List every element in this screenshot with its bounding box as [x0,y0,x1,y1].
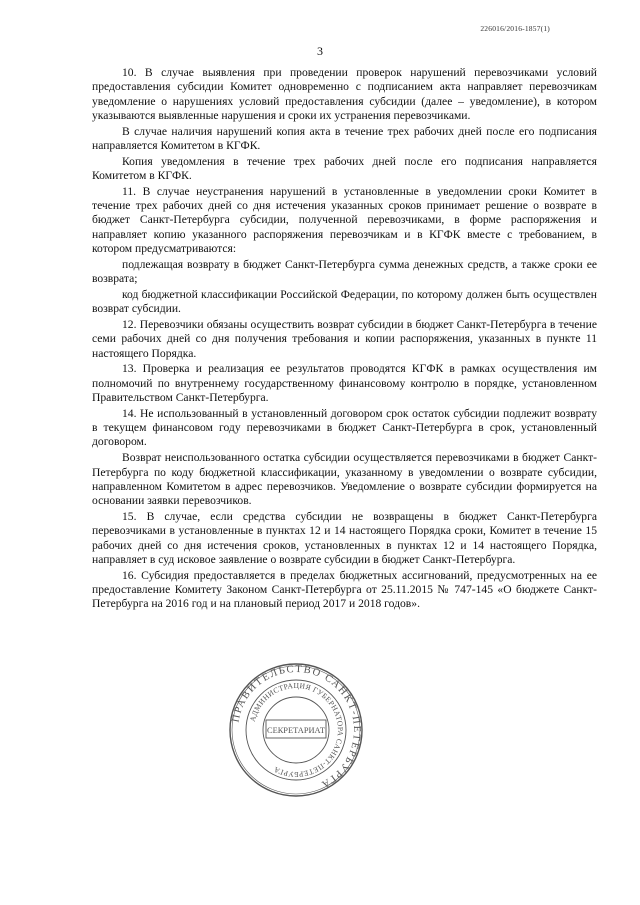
stamp-inner-text: АДМИНИСТРАЦИЯ ГУБЕРНАТОРА САНКТ-ПЕТЕРБУРГА [247,680,346,780]
paragraph-13: 13. Проверка и реализация ее результатов проводятся КГФК в рамках осуществления им полномочий по внутреннему государственному финансовому контролю в порядке, установленном Правительством Санкт-Петербурга. [92,362,597,405]
paragraph-10-notice-copy: Копия уведомления в течение трех рабочих дней после его подписания направляется Комитетом в КГФК. [92,154,597,183]
paragraph-10: 10. В случае выявления при проведении проверок нарушений перевозчиками условий предоставления субсидии Комитет одновременно с подписанием акта направляет перевозчикам уведомление о нарушениях условий предоставления субсидии (далее – уведомление), в котором указываются выявленные нарушения и сроки их устранения перевозчиками. [92,66,597,122]
paragraph-11: 11. В случае неустранения нарушений в установленные в уведомлении сроки Комитет в течение трех рабочих дней со дня истечения указанных сроков принимает решение о возврате в бюджет Санкт-Петербурга субсидии, полученной перевозчиками, в форме распоряжения и направляет копию указанного распоряжения перевозчикам и в КГФК вместе с требованием, в котором предусматриваются: [92,184,597,256]
paragraph-11-amount: подлежащая возврату в бюджет Санкт-Петербурга сумма денежных средств, а также сроки ее возврата; [92,257,597,286]
paragraph-12: 12. Перевозчики обязаны осуществить возврат субсидии в бюджет Санкт-Петербурга в течение семи рабочих дней со дня получения требования и копии распоряжения, указанных в пункте 11 настоящего Порядка. [92,318,597,360]
stamp-outer-text: ПРАВИТЕЛЬСТВО САНКТ-ПЕТЕРБУРГА [230,663,363,791]
page-number: 3 [317,44,323,58]
document-body [92,66,597,613]
official-seal-stamp [228,662,364,798]
paragraph-11-code: код бюджетной классификации Российской Федерации, по которому должен быть осуществлен возврат субсидии. [92,287,597,316]
document-number: 226016/2016-1857(1) [480,24,550,33]
stamp-center-text: СЕКРЕТАРИАТ [267,726,325,735]
paragraph-10-act-copy: В случае наличия нарушений копия акта в течение трех рабочих дней после его подписания направляется Комитетом в КГФК. [92,124,597,152]
paragraph-14: 14. Не использованный в установленный договором срок остаток субсидии подлежит возврату в текущем финансовом году перевозчиками в бюджет Санкт-Петербурга в срок, установленный договором. [92,406,597,449]
paragraph-15: 15. В случае, если средства субсидии не возвращены в бюджет Санкт-Петербурга перевозчиками в установленные в пунктах 12 и 14 настоящего Порядка сроки, Комитет в течение 15 рабочих дней со дня истечения сроков, установленных в пунктах 12 и 14 настоящего Порядка, направляет в суд исковое заявление о возврате субсидии в бюджет Санкт-Петербурга. [92,509,597,566]
paragraph-16: 16. Субсидия предоставляется в пределах бюджетных ассигнований, предусмотренных на ее предоставление Комитету Законом Санкт-Петербурга от 25.11.2015 № 747-145 «О бюджете Санкт-Петербурга на 2016 год и на плановый период 2017 и 2018 годов». [92,568,597,611]
paragraph-14-return: Возврат неиспользованного остатка субсидии осуществляется перевозчиками в бюджет Санкт-Петербурга по коду бюджетной классификации, указанному в уведомлении о возврате субсидии, направленном Комитетом в адрес перевозчиков. Уведомление о возврате субсидии формируется на основании заявки перевозчиков. [92,451,597,508]
